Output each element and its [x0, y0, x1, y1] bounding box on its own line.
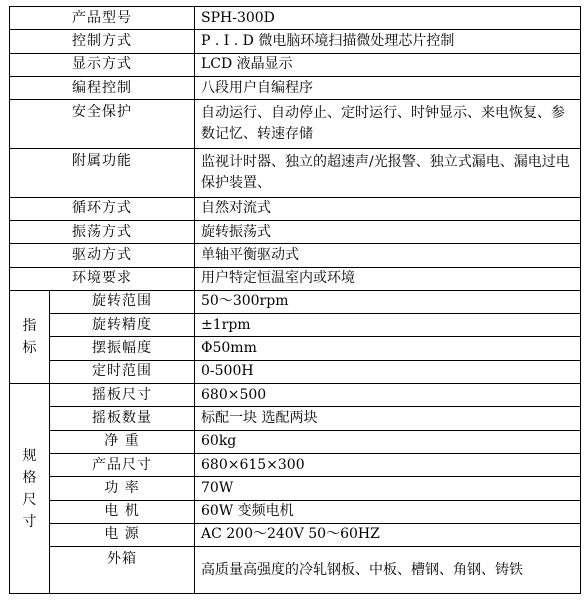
spec-value: Φ50mm [195, 337, 581, 360]
spec-label: 定时范围 [50, 360, 195, 383]
spec-label: 功 率 [50, 477, 195, 500]
spec-value: 监视计时器、独立的超速声/光报警、独立式漏电、漏电过电保护装置、 [195, 148, 581, 197]
table-row [10, 76, 581, 99]
spec-value: SPH-300D [195, 7, 581, 30]
spec-label: 环境要求 [10, 267, 195, 290]
table-row [10, 430, 581, 453]
table-row [10, 547, 581, 594]
spec-value: P . I . D 微电脑环境扫描微处理芯片控制 [195, 30, 581, 53]
spec-label: 产品尺寸 [50, 453, 195, 476]
table-row [10, 384, 581, 407]
table-row [10, 290, 581, 313]
spec-label: 旋转范围 [50, 290, 195, 313]
table-row [10, 244, 581, 267]
spec-value: 60kg [195, 430, 581, 453]
table-row [10, 100, 581, 149]
table-row [10, 220, 581, 243]
spec-value: 50～300rpm [195, 290, 581, 313]
spec-value: 60W 变频电机 [195, 500, 581, 523]
table-row [10, 337, 581, 360]
group-title-char: 尺 [22, 491, 37, 508]
group-title-indicators [10, 290, 50, 383]
spec-label: 摆振幅度 [50, 337, 195, 360]
group-title-char: 标 [22, 339, 37, 356]
spec-value: 自动运行、自动停止、定时运行、时钟显示、来电恢复、参数记忆、转速存储 [195, 100, 581, 149]
spec-label: 摇板尺寸 [50, 384, 195, 407]
spec-label: 摇板数量 [50, 407, 195, 430]
table-row [10, 30, 581, 53]
spec-label: 产品型号 [10, 7, 195, 30]
table-row [10, 7, 581, 30]
spec-value: 单轴平衡驱动式 [195, 244, 581, 267]
spec-value: AC 200～240V 50～60HZ [195, 523, 581, 546]
table-row [10, 53, 581, 76]
spec-table [9, 6, 581, 594]
spec-value: 高质量高强度的冷轧钢板、中板、槽钢、角钢、铸铁 [195, 547, 581, 594]
table-row [10, 360, 581, 383]
spec-label: 外箱 [50, 547, 195, 594]
spec-value: ±1rpm [195, 314, 581, 337]
spec-value: 自然对流式 [195, 197, 581, 220]
table-row [10, 500, 581, 523]
spec-label: 附属功能 [10, 148, 195, 197]
spec-value: 旋转振荡式 [195, 220, 581, 243]
spec-value: 680×615×300 [195, 453, 581, 476]
spec-label: 净 重 [50, 430, 195, 453]
group-title-char: 指 [22, 317, 37, 334]
spec-label: 旋转精度 [50, 314, 195, 337]
table-row [10, 523, 581, 546]
table-row [10, 407, 581, 430]
spec-label: 控制方式 [10, 30, 195, 53]
group-title-char: 寸 [22, 513, 37, 530]
table-row [10, 148, 581, 197]
spec-value: LCD 液晶显示 [195, 53, 581, 76]
spec-label: 振荡方式 [10, 220, 195, 243]
table-row [10, 477, 581, 500]
spec-label: 安全保护 [10, 100, 195, 149]
spec-label: 电 源 [50, 523, 195, 546]
spec-label: 显示方式 [10, 53, 195, 76]
table-row [10, 197, 581, 220]
spec-label: 驱动方式 [10, 244, 195, 267]
spec-value: 0-500H [195, 360, 581, 383]
spec-value: 70W [195, 477, 581, 500]
table-row [10, 267, 581, 290]
spec-label: 循环方式 [10, 197, 195, 220]
spec-value: 标配一块 选配两块 [195, 407, 581, 430]
spec-value: 680×500 [195, 384, 581, 407]
table-row [10, 314, 581, 337]
spec-label: 编程控制 [10, 76, 195, 99]
table-row [10, 453, 581, 476]
group-title-dimensions [10, 384, 50, 594]
spec-value: 八段用户自编程序 [195, 76, 581, 99]
group-title-char: 格 [22, 469, 37, 486]
spec-value: 用户特定恒温室内或环境 [195, 267, 581, 290]
group-title-char: 规 [22, 447, 37, 464]
spec-label: 电 机 [50, 500, 195, 523]
